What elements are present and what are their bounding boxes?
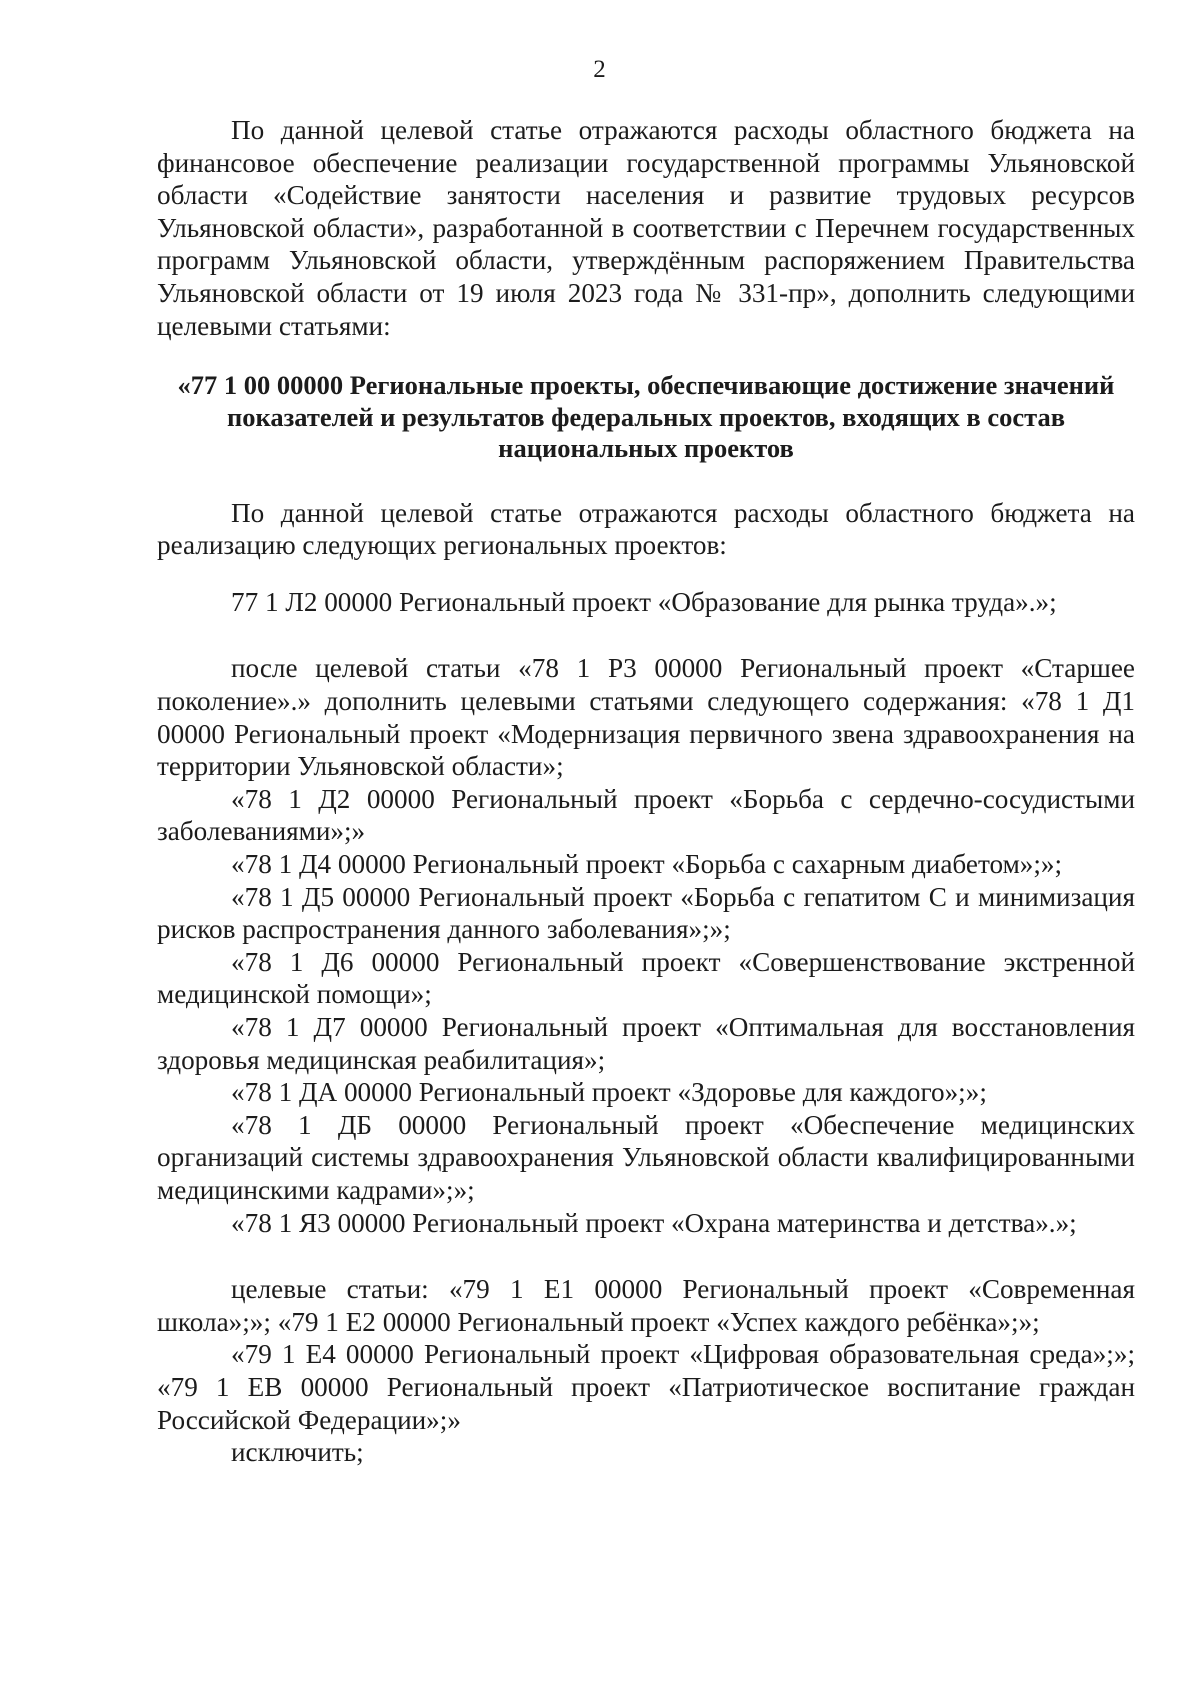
paragraph-project-da: «78 1 ДА 00000 Региональный проект «Здоровье для каждого»;»; xyxy=(231,1077,987,1108)
paragraph-expenses: По данной целевой статье отражаются расходы областного бюджета на реализацию следующих региональных проектов: xyxy=(157,497,1135,561)
paragraph-project-e4-ev: «79 1 Е4 00000 Региональный проект «Цифровая образовательная среда»;»; «79 1 ЕВ 00000 Региональный проект «Патриотическое воспитание граждан Российской Федерации»;» xyxy=(157,1339,1135,1435)
document-body xyxy=(157,114,1135,1469)
paragraph-after-article: после целевой статьи «78 1 Р3 00000 Региональный проект «Старшее поколение».» дополнить целевыми статьями следующего содержания: «78 1 Д1 00000 Региональный проект «Модернизация первичного звена здравоохранения на территории Ульяновской области»; xyxy=(157,653,1135,782)
page-number: 2 xyxy=(593,56,607,83)
paragraph-exclude: исключить; xyxy=(231,1437,364,1468)
paragraph-project-d2: «78 1 Д2 00000 Региональный проект «Борьба с сердечно-сосудистыми заболеваниями»;» xyxy=(157,783,1135,847)
paragraph-project-d5: «78 1 Д5 00000 Региональный проект «Борьба с гепатитом С и минимизация рисков распространения данного заболевания»;»; xyxy=(157,881,1135,945)
paragraph-project-d7: «78 1 Д7 00000 Региональный проект «Оптимальная для восстановления здоровья медицинская реабилитация»; xyxy=(157,1011,1135,1075)
paragraph-project-d4: «78 1 Д4 00000 Региональный проект «Борьба с сахарным диабетом»;»; xyxy=(231,849,1063,879)
paragraph-intro: По данной целевой статье отражаются расходы областного бюджета на финансовое обеспечение реализации государственной программы Ульяновской области «Содействие занятости населения и развитие трудовых ресурсов Ульяновской области», разработанной в соответствии с Перечнем государственных программ Ульяновской области, утверждённым распоряжением Правительства Ульяновской области от 19 июля 2023 года № 331-пр», дополнить следующими целевыми статьями: xyxy=(157,115,1135,341)
paragraph-project-d6: «78 1 Д6 00000 Региональный проект «Совершенствование экстренной медицинской помощи»; xyxy=(157,946,1135,1010)
paragraph-project-ya3: «78 1 Я3 00000 Региональный проект «Охрана материнства и детства».»; xyxy=(231,1207,1077,1238)
paragraph-target-articles: целевые статьи: «79 1 Е1 00000 Региональный проект «Современная школа»;»; «79 1 Е2 00000 Региональный проект «Успех каждого ребёнка»;»; xyxy=(157,1274,1135,1337)
section-heading: «77 1 00 00000 Региональные проекты, обеспечивающие достижение значений показателей и результатов федеральных проектов, входящих в состав национальных проектов xyxy=(177,370,1115,464)
paragraph-project-l2: 77 1 Л2 00000 Региональный проект «Образование для рынка труда».»; xyxy=(231,586,1057,617)
paragraph-project-db: «78 1 ДБ 00000 Региональный проект «Обеспечение медицинских организаций системы здравоохранения Ульяновской области квалифицированными медицинскими кадрами»;»; xyxy=(157,1109,1135,1205)
